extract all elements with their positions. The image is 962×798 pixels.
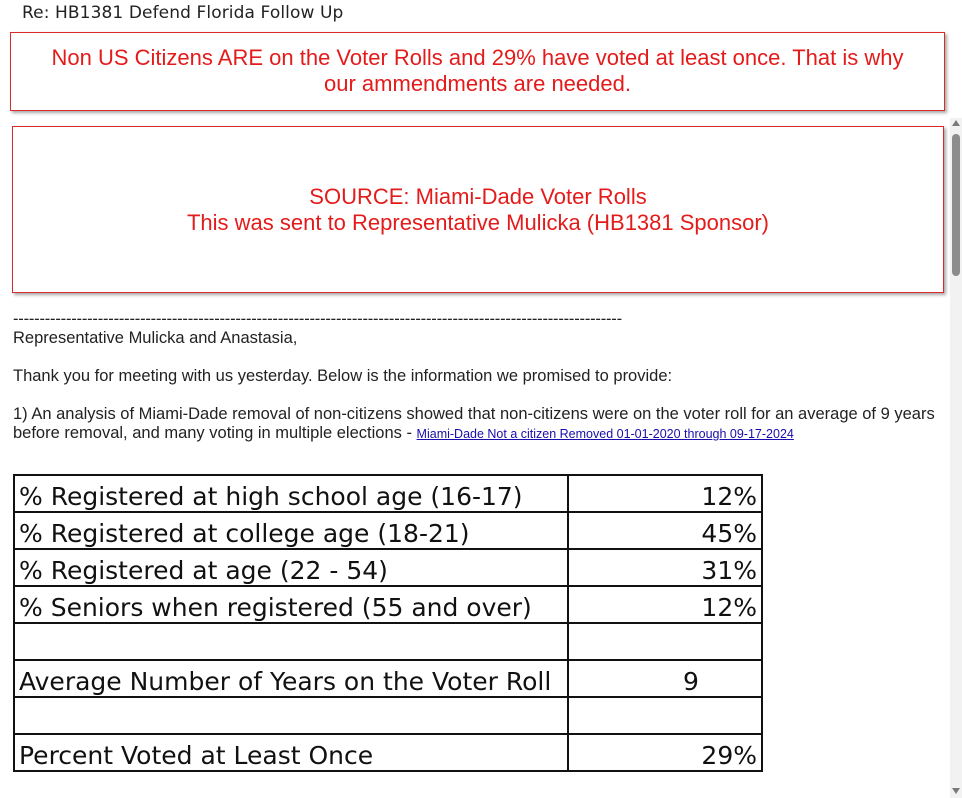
callout-source (12, 126, 944, 293)
row-label: % Registered at high school age (16-17) (14, 475, 568, 512)
callout-voter-rolls (10, 32, 945, 111)
item-1-paragraph (13, 405, 948, 444)
intro-paragraph: Thank you for meeting with us yesterday. Below is the information we promised to provide: (13, 367, 673, 385)
row-label: % Seniors when registered (55 and over) (14, 586, 568, 623)
row-label: % Registered at age (22 - 54) (14, 549, 568, 586)
separator-line: ------------------------------------------------------------------------------------------------------------------- (13, 310, 622, 328)
table-row (14, 475, 762, 512)
row-value (568, 623, 762, 660)
row-value: 12% (568, 475, 762, 512)
row-value: 9 (568, 660, 762, 697)
row-label (14, 697, 568, 734)
callout-source-line1: SOURCE: Miami-Dade Voter Rolls (309, 183, 647, 209)
table-row-empty (14, 623, 762, 660)
miami-dade-report-link[interactable]: Miami-Dade Not a citizen Removed 01-01-2020 through 09-17-2024 (416, 427, 794, 441)
row-value (568, 697, 762, 734)
row-label (14, 623, 568, 660)
table-row (14, 586, 762, 623)
scroll-down-arrow-icon[interactable] (952, 788, 960, 794)
row-value: 12% (568, 586, 762, 623)
row-label: % Registered at college age (18-21) (14, 512, 568, 549)
scroll-up-arrow-icon[interactable] (952, 120, 960, 126)
email-subject: Re: HB1381 Defend Florida Follow Up (22, 3, 344, 23)
row-label: Average Number of Years on the Voter Roll (14, 660, 568, 697)
table-row (14, 549, 762, 586)
scrollbar-thumb[interactable] (952, 134, 960, 276)
item-1-text: 1) An analysis of Miami-Dade removal of non-citizens showed that non-citizens were on the voter roll for an average of 9 years before removal, and many voting in multiple elections - (13, 405, 935, 442)
row-value: 45% (568, 512, 762, 549)
table-row (14, 660, 762, 697)
callout-source-line2: This was sent to Representative Mulicka (HB1381 Sponsor) (186, 209, 770, 235)
email-body (13, 310, 948, 444)
callout-voter-rolls-line2: our ammendments are needed. (324, 71, 631, 96)
table-row (14, 512, 762, 549)
row-label: Percent Voted at Least Once (14, 734, 568, 771)
table-row (14, 734, 762, 771)
row-value: 29% (568, 734, 762, 771)
table-row-empty (14, 697, 762, 734)
statistics-table (13, 474, 763, 772)
row-value: 31% (568, 549, 762, 586)
greeting: Representative Mulicka and Anastasia, (13, 329, 298, 347)
callout-voter-rolls-line1: Non US Citizens ARE on the Voter Rolls and 29% have voted at least once. That is why (51, 45, 904, 70)
